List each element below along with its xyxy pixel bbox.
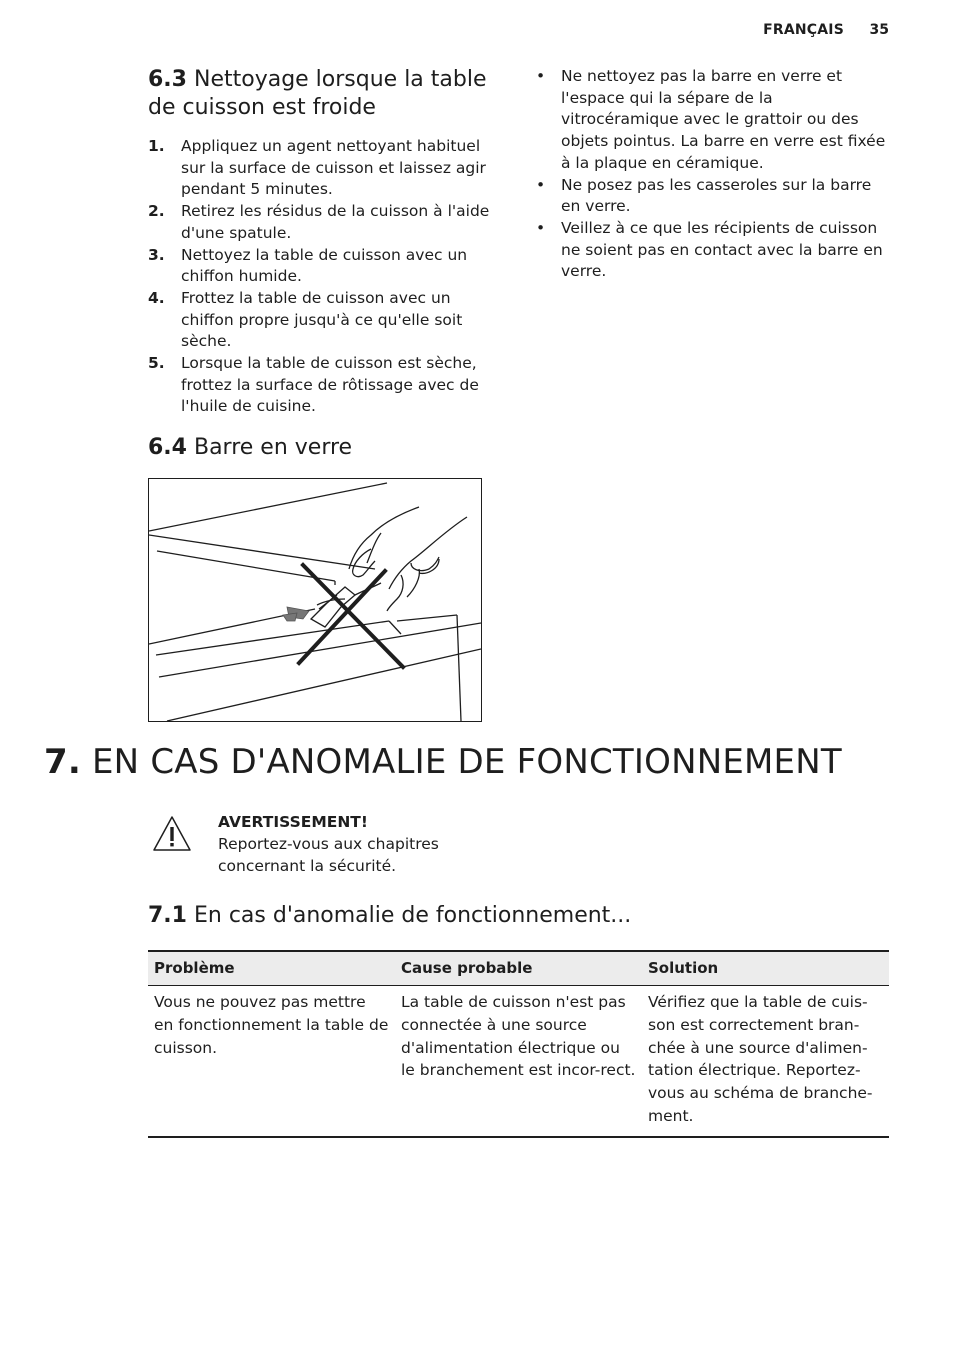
step-number: 4. (148, 288, 165, 307)
step-number: 1. (148, 137, 165, 155)
step-text: Frottez la table de cuisson avec un chiffon propre jusqu'à ce qu'elle soit sèche. (181, 288, 463, 351)
step-number: 2. (148, 202, 165, 221)
warning-title: AVERTISSEMENT! (218, 813, 368, 831)
column-header-problem: Problème (148, 951, 395, 986)
warning-triangle-icon (152, 815, 192, 853)
troubleshooting-table (148, 950, 889, 1138)
list-item (148, 201, 500, 244)
warning-text: Reportez-vous aux chapitres concernant la sécurité. (218, 835, 439, 875)
warning-box (148, 813, 628, 883)
list-item (148, 245, 500, 288)
section-title: Barre en verre (193, 435, 353, 460)
step-text: Lorsque la table de cuisson est sèche, frottez la surface de rôtissage avec de l'huile de cuisine. (181, 354, 479, 416)
list-item (148, 353, 500, 418)
section-7-1-heading (148, 902, 631, 930)
bullet-text: Ne posez pas les casseroles sur la barre en verre. (561, 175, 872, 216)
list-item (532, 175, 892, 218)
step-text: Appliquez un agent nettoyant habituel sur la surface de cuisson et laissez agir pendant 5 minutes. (181, 137, 486, 199)
glass-bar-bullets (532, 66, 892, 283)
list-item (148, 288, 500, 353)
bullet-text: Veillez à ce que les récipients de cuisson ne soient pas en contact avec la barre en verre. (561, 218, 883, 281)
list-item (148, 136, 500, 201)
list-item (532, 66, 892, 175)
section-title: En cas d'anomalie de fonctionnement... (193, 903, 632, 928)
chapter-7-heading (44, 742, 842, 782)
page-header (0, 22, 954, 42)
section-number: 6.4 (148, 435, 187, 460)
chapter-title: EN CAS D'ANOMALIE DE FONCTIONNEMENT (92, 742, 842, 782)
page-number: 35 (869, 22, 889, 38)
chapter-number: 7. (44, 742, 81, 782)
step-text: Retirez les résidus de la cuisson à l'aide d'une spatule. (181, 202, 490, 242)
bullet-text: Ne nettoyez pas la barre en verre et l'espace qui la sépare de la vitrocéramique avec le grattoir ou des objets pointus. La barre en verre est fixée à la plaque en céramique. (561, 67, 886, 172)
table-cell: Vérifiez que la table de cuis-son est correctement bran-chée à une source d'alimen-tation électrique. Reportez-vous au schéma de branche-ment. (642, 986, 889, 1137)
table-cell: La table de cuisson n'est pas connectée à une source d'alimentation électrique ou le branchement est incor-rect. (395, 986, 642, 1137)
glass-bar-illustration (148, 478, 482, 722)
step-number: 3. (148, 245, 165, 264)
table-header-row (148, 951, 889, 986)
bullet-icon: • (536, 218, 546, 237)
column-header-cause: Cause probable (395, 951, 642, 986)
bullet-icon: • (536, 67, 546, 85)
list-item (532, 218, 892, 283)
section-title: Nettoyage lorsque la table de cuisson est froide (148, 67, 487, 120)
cleaning-steps-list (148, 136, 500, 418)
section-number: 7.1 (148, 903, 187, 928)
section-6-3-heading (148, 66, 500, 122)
step-number: 5. (148, 354, 165, 373)
step-text: Nettoyez la table de cuisson avec un chiffon humide. (181, 245, 468, 286)
bullet-icon: • (536, 175, 546, 194)
right-column (532, 66, 892, 283)
section-number: 6.3 (148, 67, 187, 92)
language-label: FRANÇAIS (763, 22, 844, 38)
table-row (148, 986, 889, 1137)
column-header-solution: Solution (642, 951, 889, 986)
table-cell: Vous ne pouvez pas mettre en fonctionnement la table de cuisson. (148, 986, 395, 1137)
section-6-4-heading (148, 434, 352, 462)
scraper-forbidden-illustration (149, 479, 481, 721)
left-column (148, 66, 500, 418)
